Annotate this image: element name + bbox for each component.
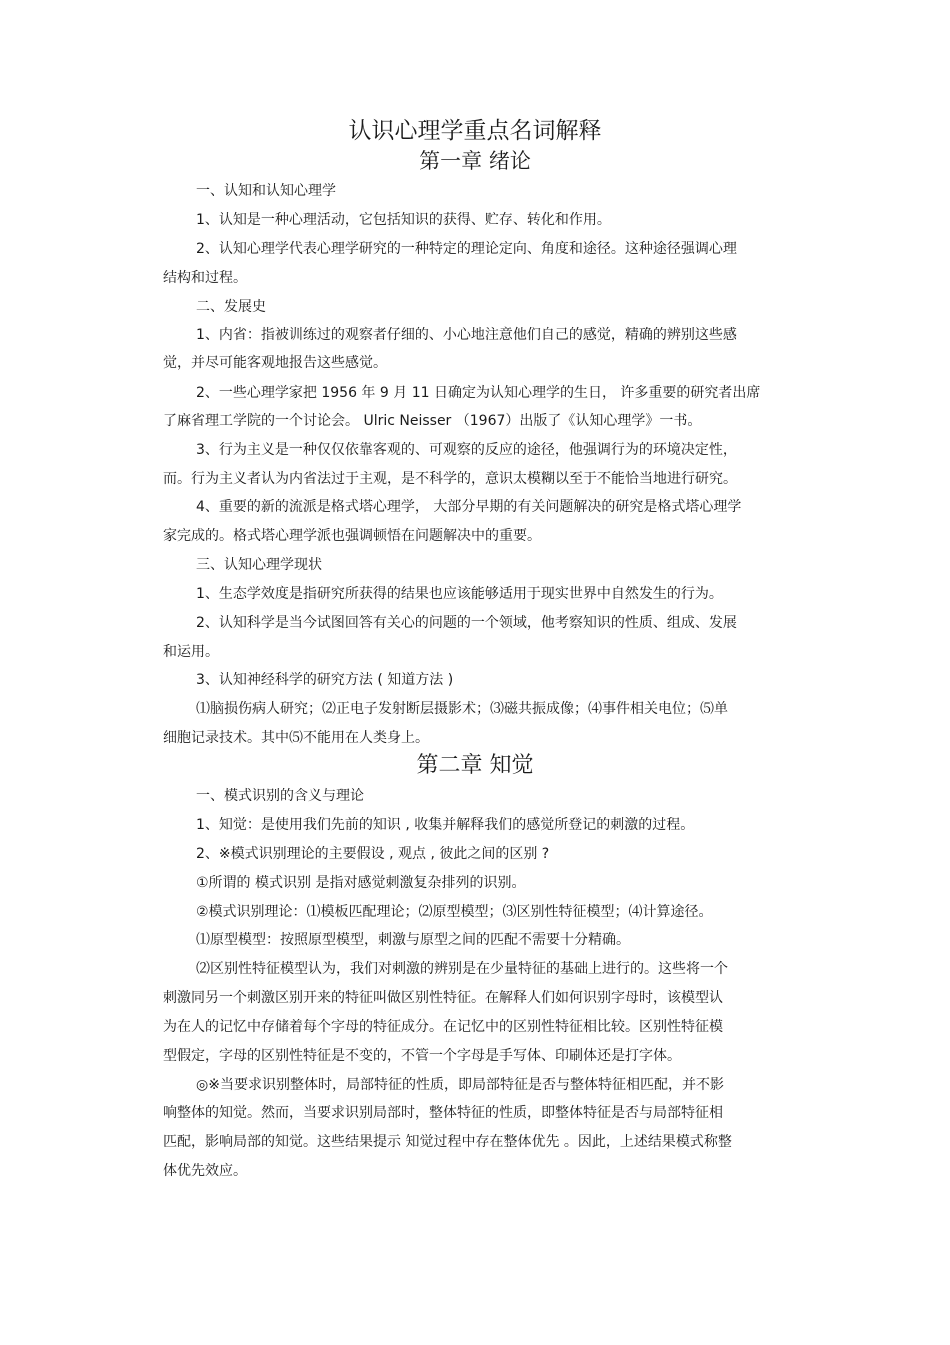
paragraph-line: 体优先效应。 xyxy=(163,1163,247,1179)
paragraph-line: 结构和过程。 xyxy=(163,270,247,286)
paragraph-line: ◎※当要求识别整体时，局部特征的性质，即局部特征是否与整体特征相匹配，并不影 xyxy=(196,1077,724,1093)
paragraph-line: 3、认知神经科学的研究方法 ( 知道方法 ) xyxy=(196,672,454,688)
paragraph-line: 细胞记录技术。其中⑸不能用在人类身上。 xyxy=(163,730,429,746)
paragraph-line: 2、一些心理学家把 1956 年 9 月 11 日确定为认知心理学的生日， 许多重要的研究者出席 xyxy=(196,385,761,401)
paragraph-line: ⑵区别性特征模型认为，我们对刺激的辨别是在少量特征的基础上进行的。这些将一个 xyxy=(196,961,728,977)
section-heading: 三、认知心理学现状 xyxy=(196,557,322,573)
paragraph-line: 2、认知心理学代表心理学研究的一种特定的理论定向、角度和途径。这种途径强调心理 xyxy=(196,241,737,257)
paragraph-line: ①所谓的 模式识别 是指对感觉刺激复杂排列的识别。 xyxy=(196,875,526,891)
paragraph-line: 2、认知科学是当今试图回答有关心的问题的一个领域，他考察知识的性质、组成、发展 xyxy=(196,615,737,631)
section-heading: 一、认知和认知心理学 xyxy=(196,183,336,199)
paragraph-line: 1、知觉：是使用我们先前的知识 , 收集并解释我们的感觉所登记的刺激的过程。 xyxy=(196,817,695,833)
paragraph-line: 了麻省理工学院的一个讨论会。 Ulric Neisser （1967）出版了《认知心理学》一书。 xyxy=(163,413,702,429)
paragraph-line: 1、内省：指被训练过的观察者仔细的、小心地注意他们自己的感觉，精确的辨别这些感 xyxy=(196,327,737,343)
paragraph-line: 型假定，字母的区别性特征是不变的，不管一个字母是手写体、印刷体还是打字体。 xyxy=(163,1048,681,1064)
paragraph-line: 1、认知是一种心理活动，它包括知识的获得、贮存、转化和作用。 xyxy=(196,212,611,228)
paragraph-line: 家完成的。格式塔心理学派也强调顿悟在问题解决中的重要。 xyxy=(163,528,541,544)
paragraph-line: 4、重要的新的流派是格式塔心理学， 大部分早期的有关问题解决的研究是格式塔心理学 xyxy=(196,499,742,515)
chapter-2-title: 第二章 知觉 xyxy=(416,753,534,778)
paragraph-line: 而。行为主义者认为内省法过于主观，是不科学的，意识太模糊以至于不能恰当地进行研究。 xyxy=(163,471,737,487)
paragraph-line: 匹配，影响局部的知觉。这些结果提示 知觉过程中存在整体优先 。因此，上述结果模式称整 xyxy=(163,1134,732,1150)
paragraph-line: 3、行为主义是一种仅仅依靠客观的、可观察的反应的途径，他强调行为的环境决定性， xyxy=(196,442,737,458)
section-heading: 二、发展史 xyxy=(196,299,266,315)
section-heading: 一、模式识别的含义与理论 xyxy=(196,788,364,804)
chapter-1-title: 第一章 绪论 xyxy=(419,149,531,173)
document-title: 认识心理学重点名词解释 xyxy=(348,118,602,144)
paragraph-line: 刺激同另一个刺激区别开来的特征叫做区别性特征。在解释人们如何识别字母时，该模型认 xyxy=(163,990,723,1006)
paragraph-line: 觉，并尽可能客观地报告这些感觉。 xyxy=(163,355,387,371)
paragraph-line: ⑴原型模型：按照原型模型，刺激与原型之间的匹配不需要十分精确。 xyxy=(196,932,630,948)
paragraph-line: 和运用。 xyxy=(163,644,219,660)
paragraph-line: 1、生态学效度是指研究所获得的结果也应该能够适用于现实世界中自然发生的行为。 xyxy=(196,586,723,602)
paragraph-line: 为在人的记忆中存储着每个字母的特征成分。在记忆中的区别性特征相比较。区别性特征模 xyxy=(163,1019,723,1035)
paragraph-line: ⑴脑损伤病人研究；⑵正电子发射断层摄影术；⑶磁共振成像；⑷事件相关电位；⑸单 xyxy=(196,701,728,717)
paragraph-line: ②模式识别理论：⑴模板匹配理论；⑵原型模型；⑶区别性特征模型；⑷计算途径。 xyxy=(196,904,713,920)
paragraph-line: 2、※模式识别理论的主要假设 , 观点 , 彼此之间的区别 ? xyxy=(196,846,550,862)
paragraph-line: 响整体的知觉。然而，当要求识别局部时，整体特征的性质，即整体特征是否与局部特征相 xyxy=(163,1105,723,1121)
